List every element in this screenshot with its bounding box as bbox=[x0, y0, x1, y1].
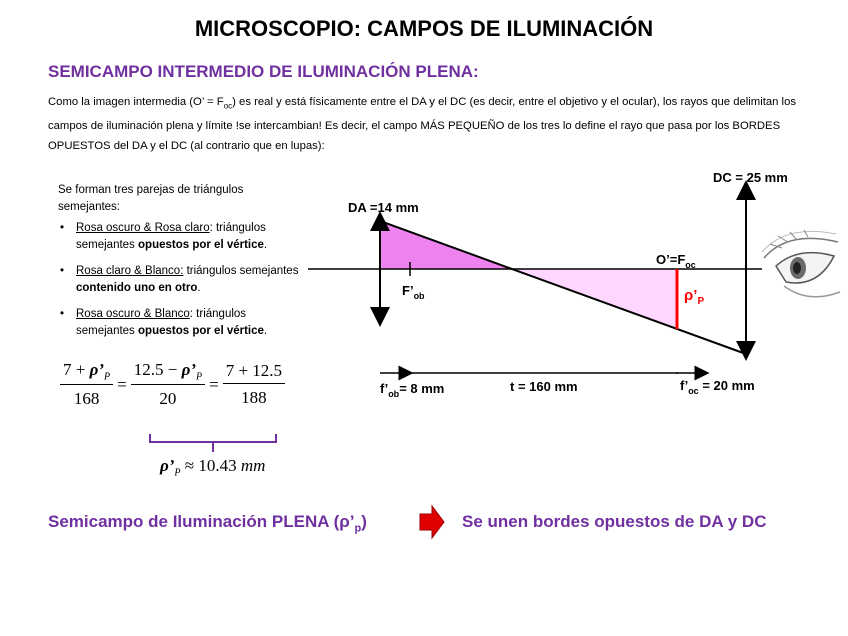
item-relation: contenido uno en otro bbox=[76, 282, 198, 294]
rho-sub: P bbox=[174, 467, 181, 479]
equals-sign: = bbox=[209, 374, 219, 394]
t-label: t = 160 mm bbox=[510, 379, 578, 394]
rho-symbol: ρ’ bbox=[89, 360, 105, 379]
da-label: DA =14 mm bbox=[348, 200, 419, 215]
f3-num: 7 + 12.5 bbox=[223, 361, 285, 384]
intro-sub: oc bbox=[223, 101, 233, 111]
page-title: MICROSCOPIO: CAMPOS DE ILUMINACIÓN bbox=[194, 16, 654, 41]
list-item bbox=[76, 220, 308, 254]
rho-sub: P bbox=[195, 371, 203, 383]
item-end: . bbox=[263, 325, 268, 337]
section-subtitle: SEMICAMPO INTERMEDIO DE ILUMINACIÓN PLENA: bbox=[48, 62, 479, 81]
result-unit: mm bbox=[240, 456, 266, 475]
fraction-3 bbox=[223, 361, 285, 408]
bottom-conclusion: Se unen bordes opuestos de DA y DC bbox=[462, 512, 767, 531]
item-text: triángulos semejantes bbox=[183, 265, 299, 277]
bottom-caption bbox=[48, 512, 367, 534]
item-pair: Rosa claro & Blanco: bbox=[76, 265, 184, 277]
rho-result bbox=[160, 456, 265, 478]
item-text: : triángulos semejantes bbox=[76, 222, 266, 251]
fob-dist-label: $f’_{ob}= 8$ mm bbox=[380, 381, 445, 399]
rho-symbol: ρ’ bbox=[181, 360, 196, 379]
oprime-label: $O’=F_{oc}$ bbox=[656, 252, 696, 270]
rho-label: $\rho’_P$ bbox=[684, 287, 705, 307]
rho-symbol: ρ’ bbox=[160, 456, 175, 475]
item-end: . bbox=[197, 282, 201, 294]
list-item bbox=[76, 263, 308, 297]
f1-den: 168 bbox=[73, 389, 100, 409]
caption-end: ) bbox=[361, 512, 367, 531]
fraction-1 bbox=[60, 360, 113, 409]
item-pair: Rosa oscuro & Rosa claro bbox=[76, 222, 210, 234]
f1-num: 7 + bbox=[63, 360, 90, 379]
intro-text-1: Como la imagen intermedia (O’ = F bbox=[48, 96, 224, 108]
foc-dist-label: $f’_{oc} = 20$ mm bbox=[680, 378, 755, 396]
triangles-list bbox=[58, 182, 308, 349]
caption-text: Semicampo de Iluminación PLENA (ρ’ bbox=[48, 512, 355, 531]
eye-icon bbox=[758, 222, 842, 310]
intro-paragraph bbox=[48, 92, 808, 156]
intro-text-2: ) es real y está físicamente entre el DA y el DC (es decir, entre el objetivo y el ocular), los rayos que delimitan los campos de iluminación plena y límite !se intercambian! Es decir, el campo MÁS PEQUEÑO de los tres lo define el rayo que pasa por los BORDES OPUESTOS del DA y el DC (al contrario que en lupas): bbox=[48, 96, 796, 153]
item-relation: opuestos por el vértice bbox=[138, 239, 264, 251]
item-relation: opuestos por el vértice bbox=[138, 325, 264, 337]
f3-den: 188 bbox=[241, 388, 267, 408]
dc-label: DC = 25 mm bbox=[713, 170, 788, 185]
item-end: . bbox=[263, 239, 268, 251]
similarity-equation bbox=[60, 360, 285, 409]
f2-num: 12.5 − bbox=[133, 360, 182, 379]
brace-icon bbox=[146, 430, 282, 456]
fraction-2 bbox=[131, 360, 205, 409]
list-item bbox=[76, 306, 308, 340]
result-value: ≈ 10.43 bbox=[184, 456, 237, 475]
caption-sub: p bbox=[354, 522, 362, 535]
triangles-heading: Se forman tres parejas de triángulos semejantes: bbox=[58, 184, 244, 213]
equals-sign: = bbox=[117, 374, 127, 394]
f2-den: 20 bbox=[159, 389, 177, 409]
rho-sub: P bbox=[104, 371, 111, 383]
fob-label: $F’_{ob}$ bbox=[402, 283, 425, 301]
red-right-arrow-icon bbox=[418, 504, 446, 540]
item-text: : triángulos semejantes bbox=[76, 308, 247, 337]
item-pair: Rosa oscuro & Blanco bbox=[76, 308, 190, 320]
